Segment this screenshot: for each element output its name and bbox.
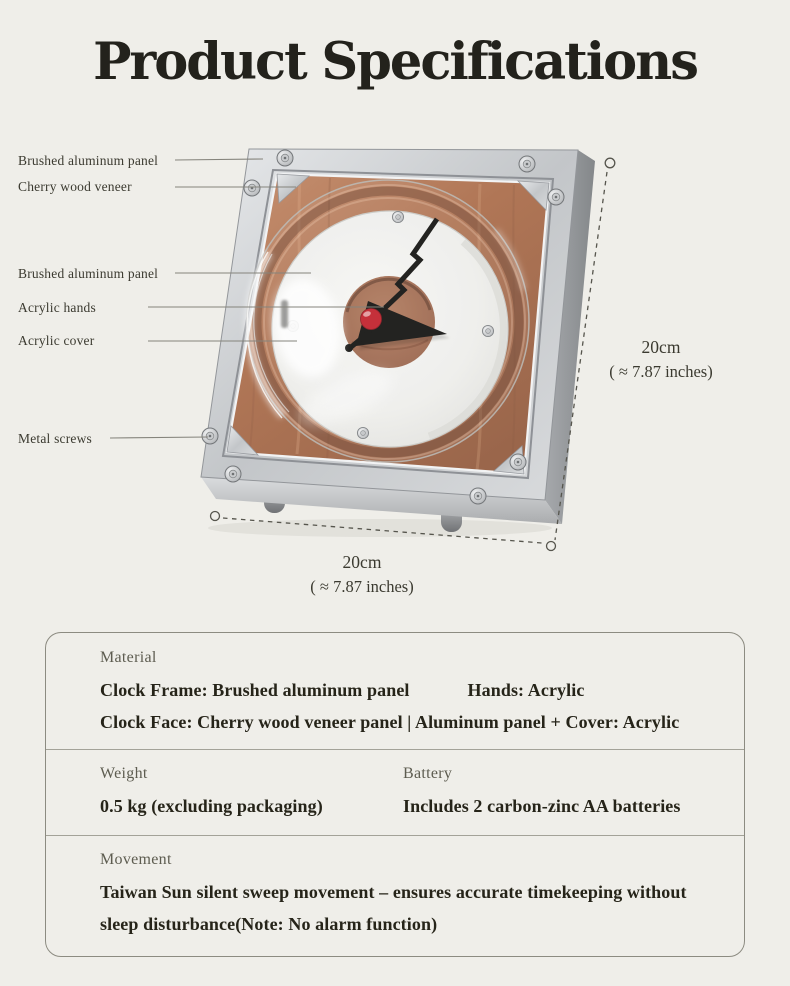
spec-heading-battery: Battery (403, 765, 453, 782)
callout-cherry-wood-veneer: Cherry wood veneer (18, 179, 132, 194)
dimension-bottom-approx: ( ≈ 7.87 inches) (310, 577, 414, 596)
clock-shadow (208, 519, 552, 537)
dimension-right-value: 20cm (641, 337, 681, 357)
callout-brushed-aluminum-panel-frame: Brushed aluminum panel (18, 153, 159, 168)
dimension-right-approx: ( ≈ 7.87 inches) (609, 362, 713, 381)
spec-section-weight-battery (46, 749, 744, 835)
callout-acrylic-cover: Acrylic cover (18, 333, 95, 348)
spec-heading-weight: Weight (100, 765, 148, 782)
spec-material-frame: Clock Frame: Brushed aluminum panel (100, 680, 410, 700)
spec-section-movement (46, 835, 744, 956)
product-diagram (0, 115, 790, 620)
callout-acrylic-hands: Acrylic hands (18, 300, 96, 315)
dimension-label-right (586, 336, 736, 383)
spec-material-face: Clock Face: Cherry wood veneer panel | Aluminum panel + Cover: Acrylic (100, 712, 680, 732)
spec-material-hands: Hands: Acrylic (467, 680, 585, 700)
page-title: Product Specifications (93, 32, 697, 92)
spec-material-line1 (100, 674, 698, 706)
dimension-bottom-value: 20cm (342, 552, 382, 572)
spec-movement-value: Taiwan Sun silent sweep movement – ensures accurate timekeeping without sleep disturbance(Note: No alarm function) (100, 882, 687, 934)
spec-weight-block (100, 764, 403, 822)
spec-heading-material: Material (100, 649, 157, 666)
acrylic-dome (247, 180, 529, 462)
spec-heading-movement: Movement (100, 851, 172, 868)
spec-weight-value: 0.5 kg (excluding packaging) (100, 796, 323, 816)
spec-battery-block (403, 764, 698, 822)
dimension-label-bottom (277, 551, 447, 598)
spec-battery-value: Includes 2 carbon-zinc AA batteries (403, 796, 681, 816)
callout-metal-screws: Metal screws (18, 431, 93, 446)
spec-card (45, 632, 745, 957)
spec-section-material (46, 633, 744, 749)
callout-brushed-aluminum-panel-dial: Brushed aluminum panel (18, 266, 159, 281)
